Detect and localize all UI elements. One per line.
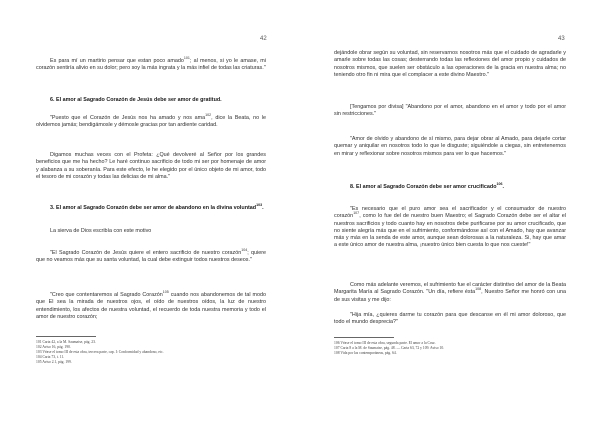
footnote-rule (36, 336, 96, 337)
footnote: 103 Véase el tomo III de esta obra, tercera parte, cap. I: Conformidad y abandono, etc. (36, 350, 164, 354)
page-number: 42 (260, 36, 267, 42)
footnote-rule (334, 337, 394, 338)
footnote: 105 Aviso 2.1, pág. 199. (36, 360, 72, 364)
paragraph: "Es necesario que el puro amor sea el sacrificador y el consumador de nuestro corazón$^{107}$, como lo fue del de nuestro buen Maestro; el Sagrado Corazón debe ser el altar el nuestros sacrificios y todo cuanto hay en nosotros debe purificarse por su amor crucificado, que no siente alegría más que en el sufrimiento, conformándose así con el Amado, hay que avanzar más y más en la senda de este amor, aunque sean dolorosas a la naturaleza. Si, hay que amar a este único amor de nuestra alma, ¡nuestro único bien cuesta lo que nos cueste!" (334, 206, 566, 249)
section-heading-8: 8. El amor al Sagrado Corazón debe ser amor crucificado$^{106}$. (350, 182, 504, 190)
paragraph: "Amor de olvido y abandono de sí mismo, para dejar obrar al Amado, para dejarle cortar quemar y aniquilar en nosotros todo lo que le disguste; siguiéndole a ciegas, sin entretenernos en mirar y reflexionar sobre nosotros mismos para ver lo que hacemos." (334, 136, 566, 157)
paragraph: "El Sagrado Corazón de Jesús quiere el entero sacrificio de nuestro corazón$^{104}$; quiere que no veamos más que su santa voluntad, la cual debe extinguir todos nuestros deseos." (36, 248, 266, 264)
footnote: 104 Carta 73, t. 11. (36, 355, 65, 359)
footnote: 107 Carta 8 a la M. de Saumaise, pág. 48. — Carta 63, 72 y 109. Aviso 10. (334, 346, 445, 350)
paragraph: Digamos muchas veces con el Profeta: ¿Qué devolveré al Señor por los grandes beneficios que me ha hecho? Le haré continuo sacrificio de todo mi ser por homenaje de amor y alabanza a su soberanía. Para este efecto, le he elegido por el único objeto de mi amor, todo el tesoro de mi corazón y todas las delicias de mi alma." (36, 152, 266, 180)
paragraph: [Tengamos por divisa] "Abandono por el amor, abandono en el amor y todo por el amor sin restricciones." (334, 104, 566, 118)
right-page (300, 0, 600, 424)
paragraph: dejándole obrar según su voluntad, sin reservarnos nosotros más que el cuidado de agradarle y amarle sobre todas las cosas; desterrando todas las reflexiones del amor propio y cuidados de nosotros mismos, que suelen ser obstáculo a las operaciones de la gracia en nuestra alma; no teniendo otro fin ni mira que el complacer a este divino Maestro." (334, 50, 566, 78)
page-number: 43 (558, 36, 565, 42)
paragraph: "Hija mía, ¿quieres darme tu corazón para que descanse en él mi amor doloroso, que todo el mundo desprecia?" (334, 312, 566, 326)
paragraph: La sierva de Dios escribía con este motivo (50, 228, 152, 234)
footnote: 108 Vida por las contemporáneas, pág. 64. (334, 351, 397, 355)
section-heading-3: 3. El amor al Sagrado Corazón debe ser amor de abandono en la divina voluntad$^{103}$. (50, 203, 264, 211)
paragraph: "Puesto que el Corazón de Jesús nos ha amado y nos ama$^{102}$, dice la Beata, no le olvidemos jamás; bendigámosle y démosle gracias por tan ardiente caridad. (36, 113, 266, 129)
section-heading-6: 6. El amor al Sagrado Corazón de Jesús debe ser amor de gratitud. (50, 97, 222, 103)
footnote: 102 Aviso 16, pág. 190. (36, 345, 71, 349)
paragraph: Como más adelante veremos, el sufrimiento fue el carácter distintivo del amor de la Beata Margarita María al Sagrado Corazón. "Un día, refiere ésta$^{108}$, Nuestro Señor me honró con una de sus visitas y me dijo: (334, 282, 566, 303)
footnote: 106 Véase el tomo III de esta obra, segunda parte. El amor a la Cruz. (334, 341, 436, 345)
paragraph: "Creo que contentaremos al Sagrado Corazón$^{105}$ cuando nos abandonemos de tal modo que El sea la mirada de nuestros ojos, el oído de nuestros oídos, la luz de nuestro entendimiento, los afectos de nuestra voluntad, el recuerdo de toda nuestra memoria y todo el amor de nuestro corazón; (36, 290, 266, 320)
paragraph: Es para mí un martirio pensar que estan poco amado$^{101}$; al menos, si yo le amase, mi corazón sentiría alivio en su dolor; pero soy la más ingrata y la más infiel de todas las criaturas." (36, 56, 266, 72)
footnote: 101 Carta 42, a la M. Saumaise, pág. 23. (36, 340, 96, 344)
